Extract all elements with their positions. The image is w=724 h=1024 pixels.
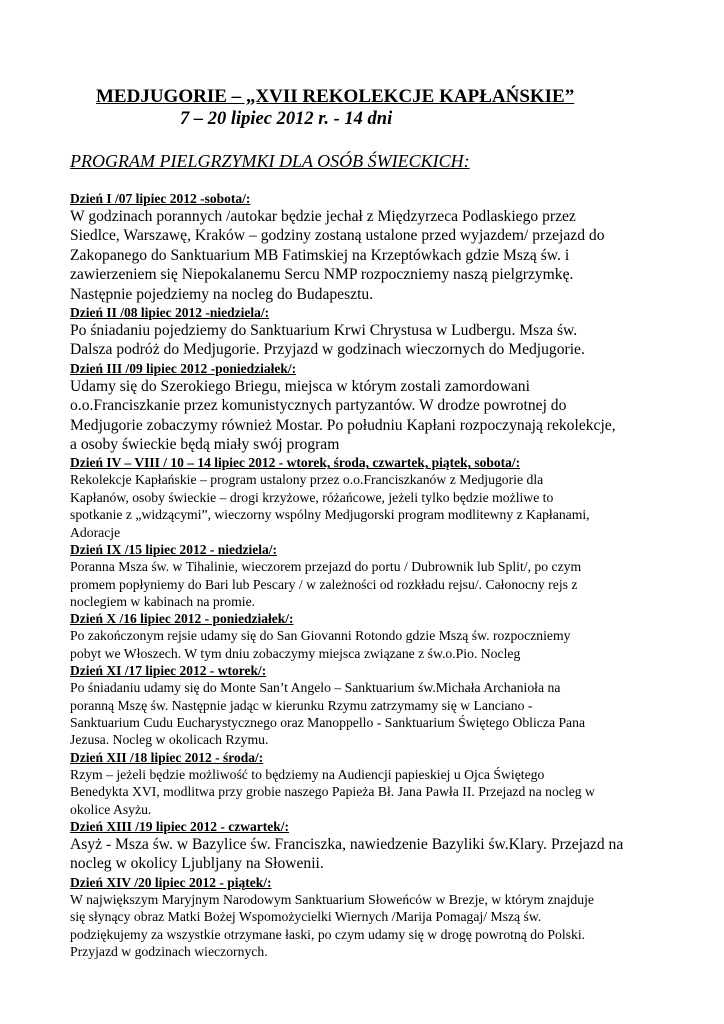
- day-10: [70, 610, 690, 662]
- day-heading: Dzień XI /17 lipiec 2012 - wtorek/:: [70, 663, 267, 679]
- document-title: MEDJUGORIE – „XVII REKOLEKCJE KAPŁAŃSKIE”: [96, 86, 575, 107]
- day-description: Po śniadaniu udamy się do Monte San’t Angelo – Sanktuarium św.Michała Archanioła na poranną Mszę św. Następnie jadąc w kierunku Rzymu zatrzymamy się w Lanciano - Sanktuarium Cudu Eucharystycznego oraz Manoppello - Sanktuarium Świętego Oblicza Pana Jezusa. Nocleg w okolicach Rzymu.: [70, 680, 586, 748]
- itinerary-days: [70, 190, 690, 960]
- day-14: [70, 874, 690, 961]
- day-heading: Dzień IX /15 lipiec 2012 - niedziela/:: [70, 542, 277, 558]
- day-heading: Dzień XIII /19 lipiec 2012 - czwartek/:: [70, 818, 289, 834]
- day-4-8: [70, 454, 690, 541]
- day-description: Po zakończonym rejsie udamy się do San Giovanni Rotondo gdzie Mszą św. rozpoczniemy pobyt we Włoszech. W tym dniu zobaczymy miejsca związane z św.o.Pio. Nocleg: [70, 628, 571, 661]
- document-page: [70, 86, 690, 960]
- document-subtitle: 7 – 20 lipiec 2012 r. - 14 dni: [180, 109, 393, 129]
- day-description: W największym Maryjnym Narodowym Sanktuarium Słoweńców w Brezje, w którym znajduje się słynący obraz Matki Bożej Wspomożycielki Wiernych /Marija Pomagaj/ Mszą św. podziękujemy za wszystkie otrzymane łaski, po czym udamy się w drogę powrotną do Polski. Przyjazd w godzinach wieczornych.: [70, 891, 594, 959]
- day-heading: Dzień IV – VIII / 10 – 14 lipiec 2012 - wtorek, środa, czwartek, piątek, sobota/:: [70, 455, 521, 471]
- day-13: [70, 818, 690, 874]
- day-2: [70, 304, 690, 360]
- day-heading: Dzień XII /18 lipiec 2012 - środa/:: [70, 749, 264, 765]
- day-1: [70, 190, 690, 304]
- day-heading: Dzień III /09 lipiec 2012 -poniedziałek/:: [70, 360, 297, 376]
- day-description: Po śniadaniu pojedziemy do Sanktuarium Krwi Chrystusa w Ludbergu. Msza św. Dalsza podróż do Medjugorie. Przyjazd w godzinach wieczornych do Medjugorie.: [70, 322, 585, 359]
- program-heading: PROGRAM PIELGRZYMKI DLA OSÓB ŚWIECKICH:: [70, 151, 470, 171]
- day-9: [70, 541, 690, 610]
- day-description: Asyż - Msza św. w Bazylice św. Franciszka, nawiedzenie Bazyliki św.Klary. Przejazd na nocleg w okolicy Ljubljany na Słowenii.: [70, 835, 624, 873]
- day-12: [70, 749, 690, 818]
- day-description: Rekolekcje Kapłańskie – program ustalony przez o.o.Franciszkanów z Medjugorie dla Kapłanów, osoby świeckie – drogi krzyżowe, różańcowe, jeżeli tylko będzie możliwe to spotkanie z „widzącymi”, wieczorny wspólny Medjugorski program modlitewny z Kapłanami, Adoracje: [70, 472, 590, 540]
- day-3: [70, 360, 690, 455]
- day-description: W godzinach porannych /autokar będzie jechał z Międzyrzeca Podlaskiego przez Siedlce, Warszawę, Kraków – godziny zostaną ustalone przed wyjazdem/ przejazd do Zakopanego do Sanktuarium MB Fatimskiej na Krzeptówkach gdzie Mszą św. i zawierzeniem się Niepokalanemu Sercu NMP rozpoczniemy naszą pielgrzymkę. Następnie pojedziemy na nocleg do Budapesztu.: [70, 208, 605, 303]
- day-description: Poranna Msza św. w Tihalinie, wieczorem przejazd do portu / Dubrownik lub Split/, po czym promem popłyniemy do Bari lub Pescary / w zależności od rozkładu rejsu/. Całonocny rejs z noclegiem w kabinach na promie.: [70, 559, 582, 609]
- day-description: Udamy się do Szerokiego Briegu, miejsca w którym zostali zamordowani o.o.Franciszkanie przez komunistycznych partyzantów. W drodze powrotnej do Medjugorie zobaczymy również Mostar. Po południu Kapłani rozpoczynają rekolekcje, a osoby świeckie będą miały swój program: [70, 377, 616, 454]
- day-heading: Dzień II /08 lipiec 2012 -niedziela/:: [70, 305, 270, 321]
- day-heading: Dzień XIV /20 lipiec 2012 - piątek/:: [70, 874, 272, 890]
- day-heading: Dzień X /16 lipiec 2012 - poniedziałek/:: [70, 611, 294, 627]
- day-heading: Dzień I /07 lipiec 2012 -sobota/:: [70, 191, 251, 206]
- day-description: Rzym – jeżeli będzie możliwość to będziemy na Audiencji papieskiej u Ojca Świętego Benedykta XVI, modlitwa przy grobie naszego Papieża Bł. Jana Pawła II. Przejazd na nocleg w okolice Asyżu.: [70, 766, 595, 817]
- day-11: [70, 662, 690, 749]
